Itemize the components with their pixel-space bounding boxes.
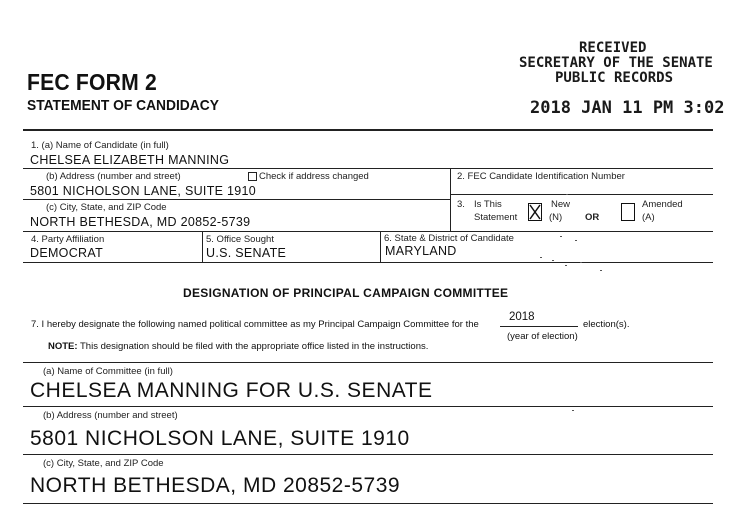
year-underline xyxy=(500,326,578,327)
state-district-value: MARYLAND xyxy=(385,244,457,258)
committee-name-label: (a) Name of Committee (in full) xyxy=(43,366,173,377)
amended-code: (A) xyxy=(642,212,655,223)
divider xyxy=(23,503,713,504)
amended-label: Amended xyxy=(642,199,683,210)
designation-heading: DESIGNATION OF PRINCIPAL CAMPAIGN COMMITTEE xyxy=(183,286,509,300)
speck xyxy=(560,236,562,237)
or-label: OR xyxy=(585,212,600,223)
statement-label: Statement xyxy=(474,212,518,223)
stamp-secretary: SECRETARY OF THE SENATE xyxy=(519,55,713,71)
top-rule xyxy=(23,129,713,131)
year-of-election-label: (year of election) xyxy=(507,331,578,342)
office-label: 5. Office Sought xyxy=(206,234,274,245)
candidate-address-value: 5801 NICHOLSON LANE, SUITE 1910 xyxy=(30,184,257,198)
new-statement-checkbox[interactable] xyxy=(528,203,542,221)
candidate-city-label: (c) City, State, and ZIP Code xyxy=(46,202,167,213)
note-text: This designation should be filed with the appropriate office listed in the instructions. xyxy=(80,341,429,352)
divider xyxy=(23,362,713,363)
new-label: New xyxy=(551,199,571,210)
divider xyxy=(450,194,713,195)
statement-number-label: 3. xyxy=(457,199,465,210)
party-value: DEMOCRAT xyxy=(30,246,103,260)
form-title: FEC FORM 2 xyxy=(27,69,157,95)
stamp-date: 2018 JAN 11 PM 3:02 xyxy=(530,98,725,118)
committee-address-value: 5801 NICHOLSON LANE, SUITE 1910 xyxy=(30,427,410,450)
note-label: NOTE: xyxy=(48,341,78,352)
candidate-name-label: 1. (a) Name of Candidate (in full) xyxy=(31,140,169,151)
committee-name-value: CHELSEA MANNING FOR U.S. SENATE xyxy=(30,379,433,402)
speck xyxy=(600,270,602,271)
address-changed-checkbox[interactable] xyxy=(248,172,257,181)
divider xyxy=(23,454,713,455)
divider xyxy=(23,231,713,232)
divider xyxy=(450,168,451,231)
stamp-received: RECEIVED xyxy=(579,40,647,56)
party-label: 4. Party Affiliation xyxy=(31,234,105,245)
divider xyxy=(23,262,713,263)
candidate-name-value: CHELSEA ELIZABETH MANNING xyxy=(30,153,230,167)
committee-city-value: NORTH BETHESDA, MD 20852-5739 xyxy=(30,474,401,497)
designation-item7: 7. I hereby designate the following named political committee as my Principal Campaign Committee for the xyxy=(31,319,479,330)
state-district-label: 6. State & District of Candidate xyxy=(384,233,514,244)
divider xyxy=(202,231,203,262)
speck xyxy=(552,260,554,261)
divider xyxy=(23,406,713,407)
divider xyxy=(23,168,713,169)
speck xyxy=(575,240,577,241)
committee-address-label: (b) Address (number and street) xyxy=(43,410,178,421)
office-value: U.S. SENATE xyxy=(206,246,287,260)
is-this-label: Is This xyxy=(474,199,502,210)
form-subtitle: STATEMENT OF CANDIDACY xyxy=(27,97,219,114)
address-changed-label: Check if address changed xyxy=(259,171,369,182)
checkmark-x-icon xyxy=(529,204,541,220)
speck xyxy=(580,262,582,263)
new-code: (N) xyxy=(549,212,563,223)
speck xyxy=(565,265,567,266)
candidate-city-value: NORTH BETHESDA, MD 20852-5739 xyxy=(30,215,251,229)
committee-city-label: (c) City, State, and ZIP Code xyxy=(43,458,164,469)
speck xyxy=(572,410,574,411)
stamp-public-records: PUBLIC RECORDS xyxy=(555,70,674,86)
election-year-value: 2018 xyxy=(509,311,535,323)
amended-statement-checkbox[interactable] xyxy=(621,203,635,221)
elections-suffix: election(s). xyxy=(583,319,630,330)
speck xyxy=(566,194,568,195)
candidate-address-label: (b) Address (number and street) xyxy=(46,171,181,182)
divider xyxy=(23,199,450,200)
divider xyxy=(380,231,381,262)
fec-id-label: 2. FEC Candidate Identification Number xyxy=(457,171,625,182)
speck xyxy=(540,257,542,258)
